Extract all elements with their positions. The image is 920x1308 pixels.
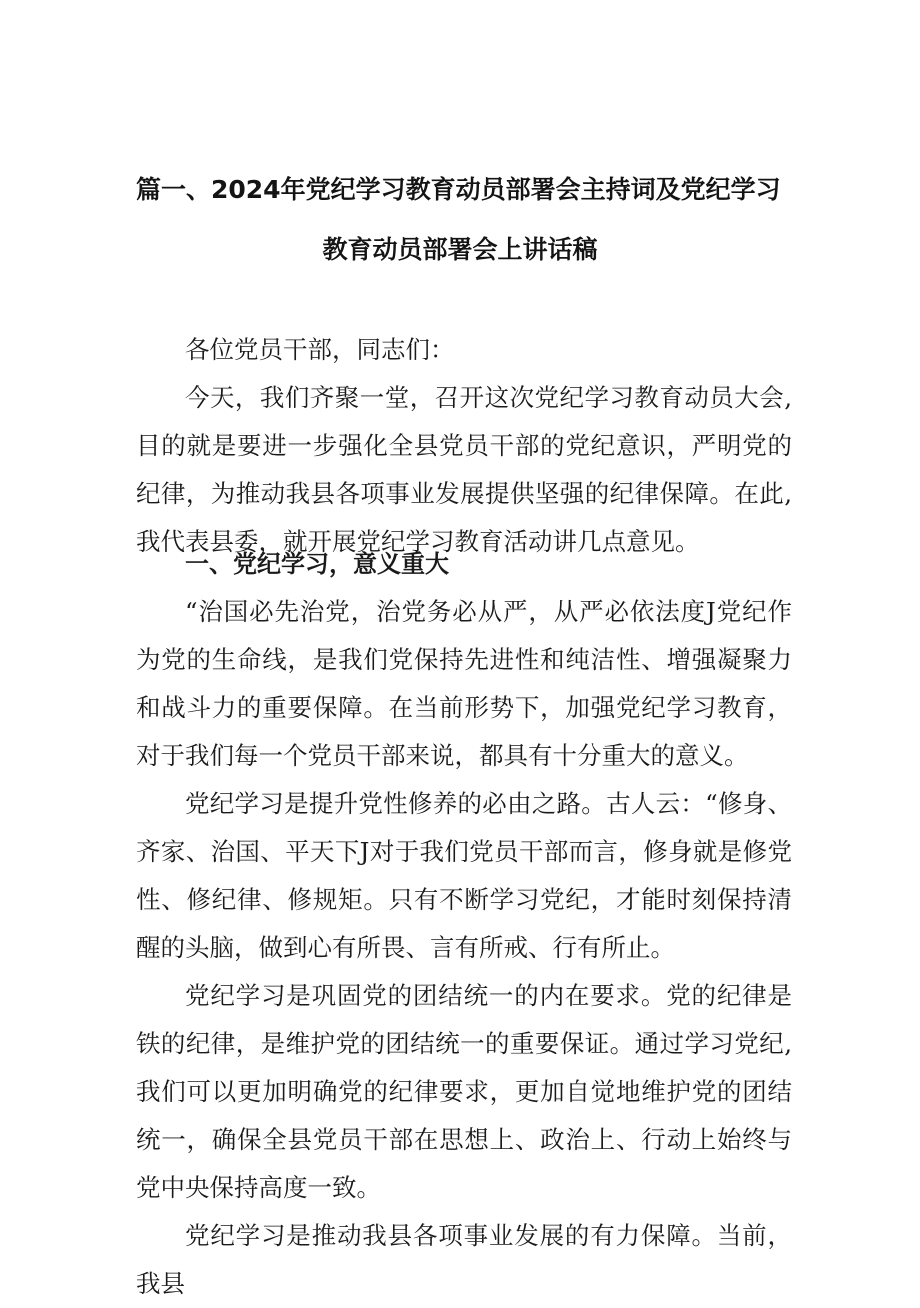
section-1-body xyxy=(136,588,792,1308)
paragraph-3: 党纪学习是巩固党的团结统一的内在要求。党的纪律是铁的纪律，是维护党的团结统一的重要保证。通过学习党纪,我们可以更加明确党的纪律要求，更加自觉地维护党的团结统一，确保全县党员干部在思想上、政治上、行动上始终与党中央保持高度一致。 xyxy=(136,981,792,1202)
document-title-line-2: 教育动员部署会上讲话稿 xyxy=(322,235,598,264)
section-heading-1: 一、党纪学习，意义重大 xyxy=(185,550,449,578)
salutation: 各位党员干部，同志们： xyxy=(185,335,455,364)
paragraph-intro: 今天，我们齐聚一堂，召开这次党纪学习教育动员大会,目的就是要进一步强化全县党员干部的党纪意识，严明党的纪律，为推动我县各项事业发展提供坚强的纪律保障。在此,我代表县委，就开展党纪学习教育活动讲几点意见。 xyxy=(136,383,792,556)
intro-section xyxy=(136,374,792,566)
paragraph-1: “治国必先治党，治党务必从严，从严必依法度J党纪作为党的生命线，是我们党保持先进性和纯洁性、增强凝聚力和战斗力的重要保障。在当前形势下，加强党纪学习教育，对于我们每一个党员干部来说，都具有十分重大的意义。 xyxy=(136,597,792,770)
paragraph-4: 党纪学习是推动我县各项事业发展的有力保障。当前，我县 xyxy=(136,1221,792,1298)
document-title-line-1: 篇一、2024年党纪学习教育动员部署会主持词及党纪学习 xyxy=(136,175,781,204)
paragraph-2: 党纪学习是提升党性修养的必由之路。古人云：“修身、齐家、治国、平天下J对于我们党员干部而言，修身就是修党性、修纪律、修规矩。只有不断学习党纪，才能时刻保持清醒的头脑，做到心有所畏、言有所戒、行有所止。 xyxy=(136,789,792,962)
